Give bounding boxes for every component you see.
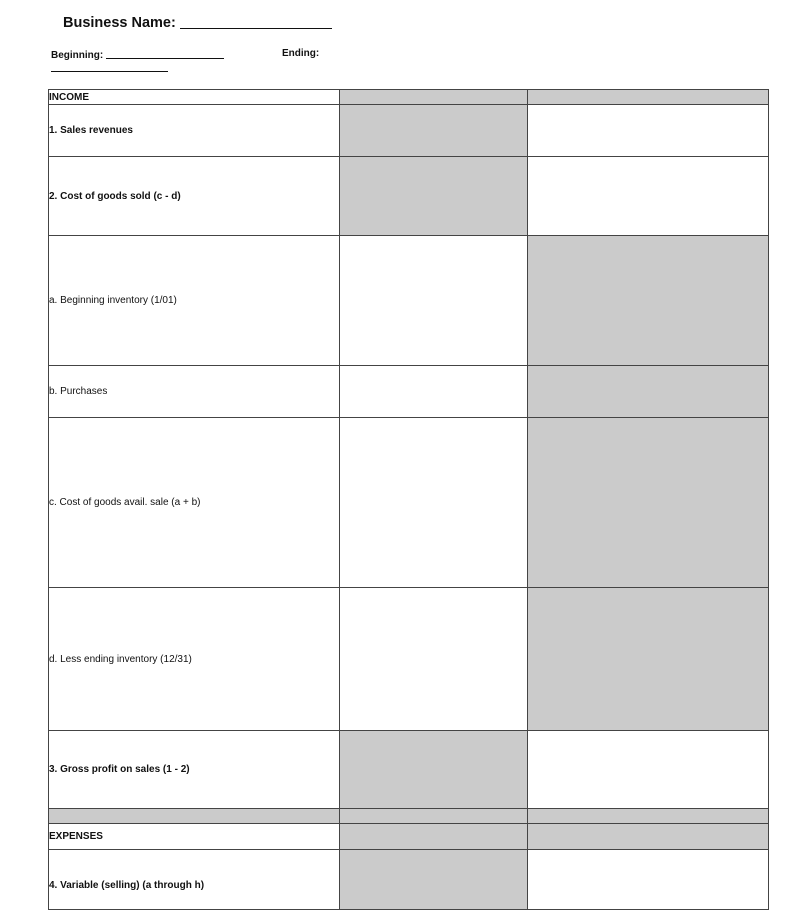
table-row-ending-inventory xyxy=(49,588,769,731)
cell-col2 xyxy=(340,731,528,809)
cell-col2 xyxy=(340,850,528,910)
cell-col2-input[interactable] xyxy=(340,418,528,588)
table-row-expenses-header xyxy=(49,824,769,850)
table-row-cost-goods-available xyxy=(49,418,769,588)
table-row-sales-revenues xyxy=(49,105,769,157)
spacer-cell xyxy=(340,809,528,824)
cell-col2 xyxy=(340,824,528,850)
row-label: 1. Sales revenues xyxy=(49,105,340,157)
spacer-cell xyxy=(528,809,769,824)
table-row-cost-of-goods-sold xyxy=(49,157,769,236)
cell-col3 xyxy=(528,418,769,588)
cell-col3 xyxy=(528,236,769,366)
cell-col2-input[interactable] xyxy=(340,236,528,366)
section-label-income: INCOME xyxy=(49,90,340,105)
cell-col3-input[interactable] xyxy=(528,105,769,157)
cell-col3-input[interactable] xyxy=(528,731,769,809)
cell-col3-input[interactable] xyxy=(528,850,769,910)
ending-blank-line[interactable] xyxy=(51,71,168,72)
cell-col2 xyxy=(340,90,528,105)
row-label: d. Less ending inventory (12/31) xyxy=(49,588,340,731)
row-label-cell xyxy=(49,850,340,910)
cell-col3 xyxy=(528,366,769,418)
income-statement-table xyxy=(48,89,769,910)
ending-field xyxy=(282,48,319,59)
table-row-purchases xyxy=(49,366,769,418)
beginning-label: Beginning: xyxy=(51,50,104,61)
section-label-expenses: EXPENSES xyxy=(49,824,340,850)
beginning-field[interactable] xyxy=(51,48,224,61)
business-name-blank-line[interactable] xyxy=(180,14,332,29)
row-label: b. Purchases xyxy=(49,366,340,418)
cell-col3 xyxy=(528,824,769,850)
cell-col3 xyxy=(528,90,769,105)
row-label: 2. Cost of goods sold (c - d) xyxy=(49,157,340,236)
row-label: 4. Variable (selling) (a through h) xyxy=(49,880,205,891)
cell-col2-input[interactable] xyxy=(340,588,528,731)
cell-col3 xyxy=(528,588,769,731)
table-row-income-header xyxy=(49,90,769,105)
business-name-field[interactable] xyxy=(63,14,332,31)
row-label: 3. Gross profit on sales (1 - 2) xyxy=(49,731,340,809)
table-row-spacer xyxy=(49,809,769,824)
spacer-cell xyxy=(49,809,340,824)
row-label: c. Cost of goods avail. sale (a + b) xyxy=(49,418,340,588)
beginning-blank-line[interactable] xyxy=(106,48,224,59)
cell-col2-input[interactable] xyxy=(340,366,528,418)
business-name-label: Business Name: xyxy=(63,15,176,31)
table-row-gross-profit xyxy=(49,731,769,809)
ending-label: Ending: xyxy=(282,48,320,59)
table-row-beginning-inventory xyxy=(49,236,769,366)
cell-col2 xyxy=(340,157,528,236)
cell-col3-input[interactable] xyxy=(528,157,769,236)
row-label: a. Beginning inventory (1/01) xyxy=(49,236,340,366)
table-row-variable-selling xyxy=(49,850,769,910)
cell-col2 xyxy=(340,105,528,157)
